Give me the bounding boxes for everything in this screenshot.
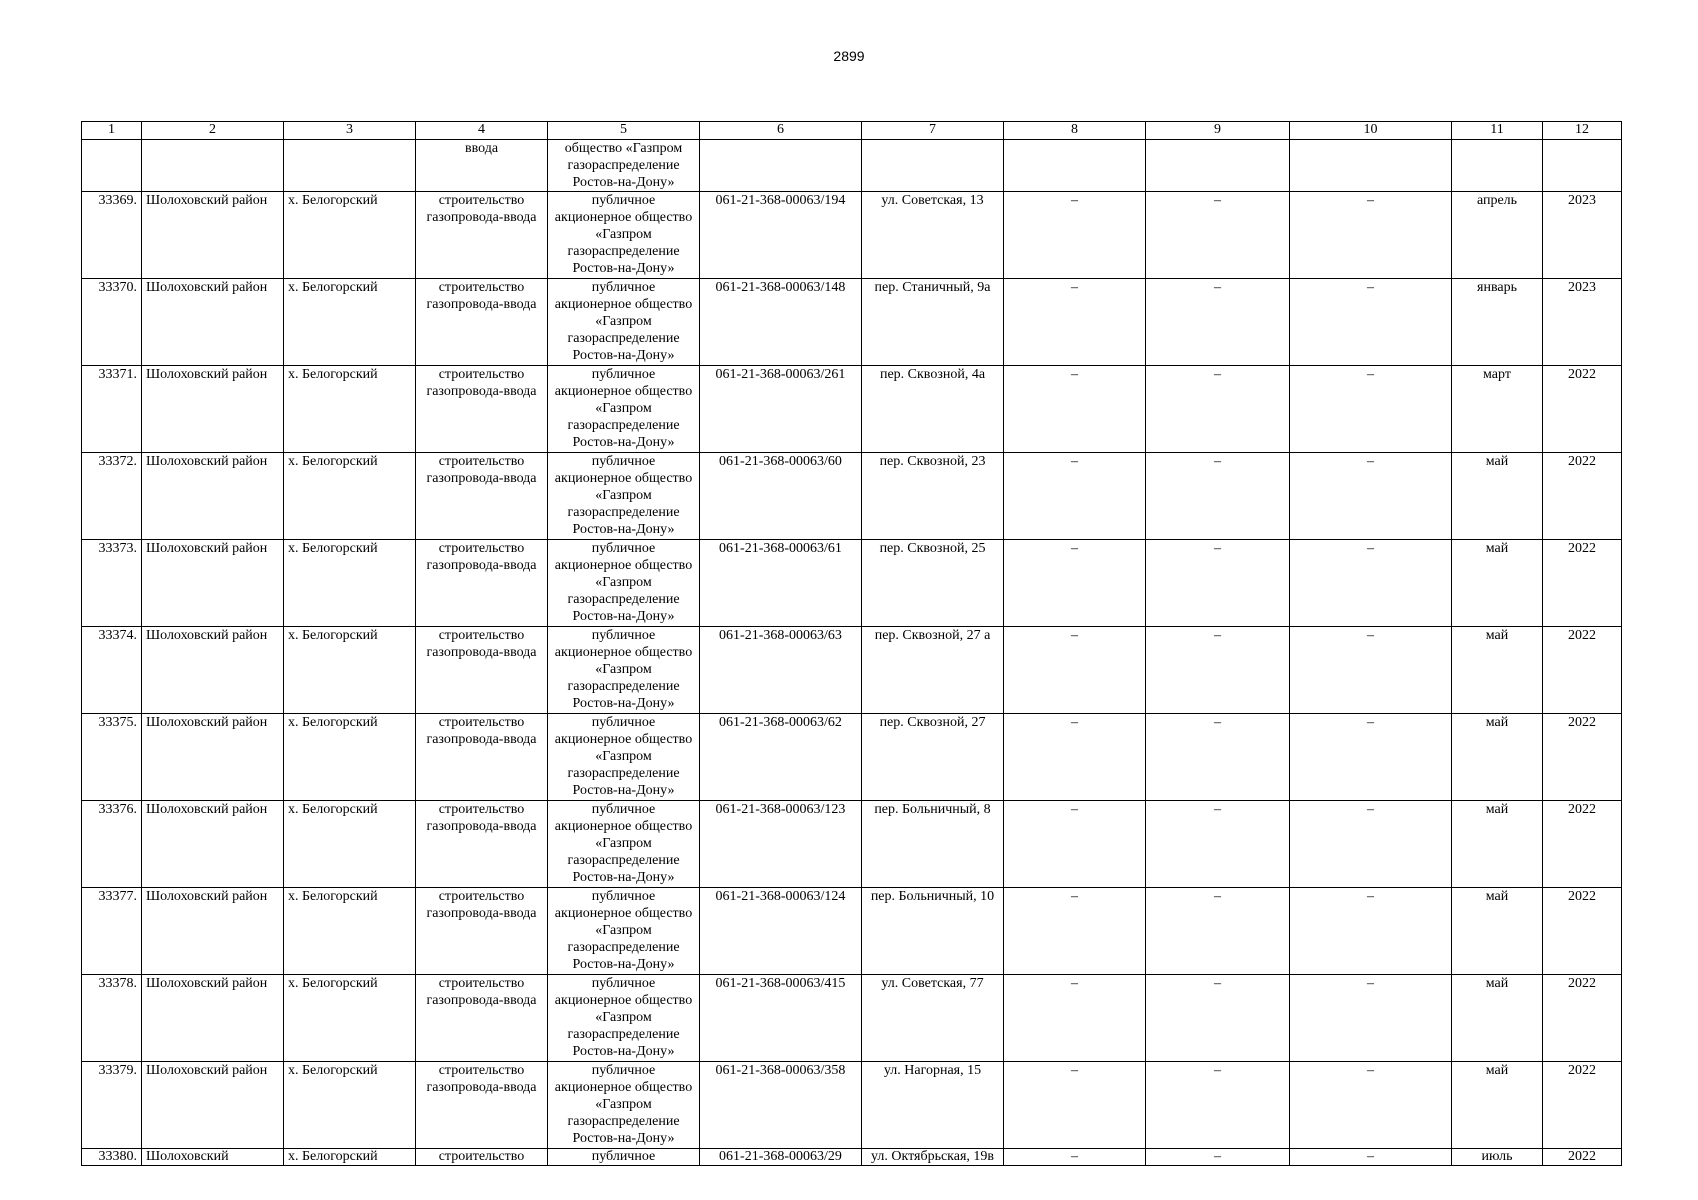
continuation-row	[82, 140, 1622, 192]
cell-address: ул. Нагорная, 15	[862, 1062, 1004, 1149]
cell-district: Шолоховский район	[142, 801, 284, 888]
cell-object-code: 061-21-368-00063/358	[700, 1062, 862, 1149]
cell-organization: публичное акционерное общество «Газпром газораспределение Ростов-на-Дону»	[548, 540, 700, 627]
cell-col9: –	[1146, 1062, 1290, 1149]
cell-district: Шолоховский район	[142, 192, 284, 279]
cell-district: Шолоховский район	[142, 888, 284, 975]
cell-year: 2022	[1543, 453, 1622, 540]
cell-object-code: 061-21-368-00063/63	[700, 627, 862, 714]
cell-empty	[1452, 140, 1543, 192]
cell-col9: –	[1146, 801, 1290, 888]
cell-month: май	[1452, 1062, 1543, 1149]
cell-object-code: 061-21-368-00063/194	[700, 192, 862, 279]
table-row	[82, 801, 1622, 888]
cell-locality: х. Белогорский	[284, 714, 416, 801]
cell-work-type: ввода	[416, 140, 548, 192]
cell-row-number: 33380.	[82, 1149, 142, 1166]
cell-col10: –	[1290, 627, 1452, 714]
cell-year: 2023	[1543, 192, 1622, 279]
cell-month: март	[1452, 366, 1543, 453]
column-number-header	[82, 122, 1622, 140]
header-cell: 3	[284, 122, 416, 140]
cell-organization: публичное акционерное общество «Газпром газораспределение Ростов-на-Дону»	[548, 1062, 700, 1149]
header-cell: 1	[82, 122, 142, 140]
cell-year: 2022	[1543, 540, 1622, 627]
cell-month: май	[1452, 540, 1543, 627]
cell-col8: –	[1004, 1149, 1146, 1166]
cell-col8: –	[1004, 279, 1146, 366]
cell-month: май	[1452, 975, 1543, 1062]
cell-col9: –	[1146, 279, 1290, 366]
cell-col8: –	[1004, 801, 1146, 888]
cell-organization: публичное акционерное общество «Газпром газораспределение Ростов-на-Дону»	[548, 192, 700, 279]
cell-col8: –	[1004, 627, 1146, 714]
cell-work-type: строительство газопровода-ввода	[416, 192, 548, 279]
cell-locality: х. Белогорский	[284, 801, 416, 888]
cell-col8: –	[1004, 714, 1146, 801]
cell-month: май	[1452, 714, 1543, 801]
cell-organization: публичное акционерное общество «Газпром газораспределение Ростов-на-Дону»	[548, 801, 700, 888]
cell-col9: –	[1146, 192, 1290, 279]
cell-organization: публичное акционерное общество «Газпром газораспределение Ростов-на-Дону»	[548, 453, 700, 540]
cell-year: 2022	[1543, 1062, 1622, 1149]
cell-locality: х. Белогорский	[284, 1062, 416, 1149]
header-cell: 8	[1004, 122, 1146, 140]
cell-row-number: 33378.	[82, 975, 142, 1062]
cell-address: пер. Станичный, 9а	[862, 279, 1004, 366]
table-row	[82, 627, 1622, 714]
cell-district: Шолоховский	[142, 1149, 284, 1166]
cell-month: май	[1452, 888, 1543, 975]
cell-district: Шолоховский район	[142, 540, 284, 627]
cell-address: ул. Советская, 13	[862, 192, 1004, 279]
cell-district: Шолоховский район	[142, 975, 284, 1062]
cell-col8: –	[1004, 888, 1146, 975]
cell-col10: –	[1290, 540, 1452, 627]
table-row-partial	[82, 1149, 1622, 1166]
header-cell: 12	[1543, 122, 1622, 140]
cell-work-type: строительство газопровода-ввода	[416, 627, 548, 714]
cell-work-type: строительство газопровода-ввода	[416, 888, 548, 975]
cell-row-number: 33371.	[82, 366, 142, 453]
table-row	[82, 975, 1622, 1062]
register-table	[81, 121, 1622, 1166]
cell-locality: х. Белогорский	[284, 540, 416, 627]
cell-col9: –	[1146, 975, 1290, 1062]
cell-locality: х. Белогорский	[284, 627, 416, 714]
cell-col8: –	[1004, 1062, 1146, 1149]
cell-address: пер. Сквозной, 23	[862, 453, 1004, 540]
cell-object-code: 061-21-368-00063/415	[700, 975, 862, 1062]
cell-address: пер. Сквозной, 25	[862, 540, 1004, 627]
table-row	[82, 540, 1622, 627]
cell-work-type: строительство газопровода-ввода	[416, 801, 548, 888]
cell-work-type: строительство газопровода-ввода	[416, 540, 548, 627]
cell-address: пер. Сквозной, 27	[862, 714, 1004, 801]
cell-col10: –	[1290, 192, 1452, 279]
table-row	[82, 192, 1622, 279]
cell-locality: х. Белогорский	[284, 192, 416, 279]
cell-col8: –	[1004, 540, 1146, 627]
cell-district: Шолоховский район	[142, 714, 284, 801]
cell-address: пер. Сквозной, 4а	[862, 366, 1004, 453]
cell-work-type: строительство газопровода-ввода	[416, 975, 548, 1062]
header-cell: 11	[1452, 122, 1543, 140]
cell-district: Шолоховский район	[142, 453, 284, 540]
cell-row-number: 33370.	[82, 279, 142, 366]
cell-object-code: 061-21-368-00063/123	[700, 801, 862, 888]
table-row	[82, 1062, 1622, 1149]
cell-empty	[1004, 140, 1146, 192]
cell-work-type: строительство газопровода-ввода	[416, 366, 548, 453]
cell-work-type: строительство газопровода-ввода	[416, 1062, 548, 1149]
cell-month: май	[1452, 627, 1543, 714]
cell-object-code: 061-21-368-00063/29	[700, 1149, 862, 1166]
cell-row-number: 33377.	[82, 888, 142, 975]
cell-address: ул. Советская, 77	[862, 975, 1004, 1062]
cell-col10: –	[1290, 1062, 1452, 1149]
cell-object-code: 061-21-368-00063/62	[700, 714, 862, 801]
cell-month: январь	[1452, 279, 1543, 366]
cell-col9: –	[1146, 888, 1290, 975]
cell-col8: –	[1004, 975, 1146, 1062]
cell-row-number: 33373.	[82, 540, 142, 627]
cell-district: Шолоховский район	[142, 366, 284, 453]
cell-address: пер. Сквозной, 27 а	[862, 627, 1004, 714]
cell-locality: х. Белогорский	[284, 453, 416, 540]
cell-object-code: 061-21-368-00063/60	[700, 453, 862, 540]
cell-organization: публичное акционерное общество «Газпром газораспределение Ростов-на-Дону»	[548, 627, 700, 714]
cell-month: май	[1452, 453, 1543, 540]
cell-object-code: 061-21-368-00063/124	[700, 888, 862, 975]
cell-year: 2022	[1543, 714, 1622, 801]
cell-year: 2023	[1543, 279, 1622, 366]
cell-locality: х. Белогорский	[284, 975, 416, 1062]
header-cell: 10	[1290, 122, 1452, 140]
cell-col9: –	[1146, 714, 1290, 801]
cell-district: Шолоховский район	[142, 1062, 284, 1149]
cell-year: 2022	[1543, 627, 1622, 714]
cell-col9: –	[1146, 540, 1290, 627]
cell-organization: публичное акционерное общество «Газпром газораспределение Ростов-на-Дону»	[548, 714, 700, 801]
cell-organization: публичное	[548, 1149, 700, 1166]
header-cell: 5	[548, 122, 700, 140]
cell-col8: –	[1004, 366, 1146, 453]
cell-col10: –	[1290, 366, 1452, 453]
cell-address: ул. Октябрьская, 19в	[862, 1149, 1004, 1166]
cell-year: 2022	[1543, 366, 1622, 453]
cell-locality: х. Белогорский	[284, 279, 416, 366]
cell-month: май	[1452, 801, 1543, 888]
cell-district: Шолоховский район	[142, 279, 284, 366]
cell-col10: –	[1290, 714, 1452, 801]
cell-col8: –	[1004, 192, 1146, 279]
cell-empty	[700, 140, 862, 192]
cell-year: 2022	[1543, 1149, 1622, 1166]
cell-empty	[1543, 140, 1622, 192]
header-cell: 2	[142, 122, 284, 140]
cell-col9: –	[1146, 366, 1290, 453]
cell-address: пер. Больничный, 10	[862, 888, 1004, 975]
cell-locality: х. Белогорский	[284, 366, 416, 453]
header-cell: 6	[700, 122, 862, 140]
header-cell: 9	[1146, 122, 1290, 140]
header-cell: 4	[416, 122, 548, 140]
cell-address: пер. Больничный, 8	[862, 801, 1004, 888]
cell-organization: публичное акционерное общество «Газпром газораспределение Ростов-на-Дону»	[548, 888, 700, 975]
cell-work-type: строительство газопровода-ввода	[416, 453, 548, 540]
cell-locality: х. Белогорский	[284, 888, 416, 975]
cell-object-code: 061-21-368-00063/261	[700, 366, 862, 453]
page-number: 2899	[833, 48, 865, 64]
cell-row-number: 33379.	[82, 1062, 142, 1149]
table-row	[82, 279, 1622, 366]
cell-row-number: 33372.	[82, 453, 142, 540]
cell-col8: –	[1004, 453, 1146, 540]
cell-col10: –	[1290, 279, 1452, 366]
cell-year: 2022	[1543, 801, 1622, 888]
cell-year: 2022	[1543, 975, 1622, 1062]
cell-month: апрель	[1452, 192, 1543, 279]
cell-col10: –	[1290, 801, 1452, 888]
table-row	[82, 453, 1622, 540]
cell-row-number: 33374.	[82, 627, 142, 714]
table-row	[82, 366, 1622, 453]
cell-object-code: 061-21-368-00063/61	[700, 540, 862, 627]
table-row	[82, 714, 1622, 801]
cell-col10: –	[1290, 453, 1452, 540]
cell-col9: –	[1146, 453, 1290, 540]
cell-empty	[284, 140, 416, 192]
cell-organization: общество «Газпром газораспределение Ростов-на-Дону»	[548, 140, 700, 192]
cell-col9: –	[1146, 627, 1290, 714]
cell-col10: –	[1290, 975, 1452, 1062]
header-cell: 7	[862, 122, 1004, 140]
cell-year: 2022	[1543, 888, 1622, 975]
cell-work-type: строительство газопровода-ввода	[416, 714, 548, 801]
cell-empty	[82, 140, 142, 192]
cell-row-number: 33376.	[82, 801, 142, 888]
cell-empty	[1290, 140, 1452, 192]
cell-row-number: 33375.	[82, 714, 142, 801]
cell-district: Шолоховский район	[142, 627, 284, 714]
cell-organization: публичное акционерное общество «Газпром газораспределение Ростов-на-Дону»	[548, 279, 700, 366]
cell-empty	[1146, 140, 1290, 192]
cell-col9: –	[1146, 1149, 1290, 1166]
cell-month: июль	[1452, 1149, 1543, 1166]
cell-locality: х. Белогорский	[284, 1149, 416, 1166]
cell-col10: –	[1290, 1149, 1452, 1166]
table-row	[82, 888, 1622, 975]
cell-col10: –	[1290, 888, 1452, 975]
cell-empty	[142, 140, 284, 192]
cell-empty	[862, 140, 1004, 192]
cell-row-number: 33369.	[82, 192, 142, 279]
cell-organization: публичное акционерное общество «Газпром газораспределение Ростов-на-Дону»	[548, 366, 700, 453]
cell-work-type: строительство газопровода-ввода	[416, 279, 548, 366]
cell-organization: публичное акционерное общество «Газпром газораспределение Ростов-на-Дону»	[548, 975, 700, 1062]
cell-work-type: строительство	[416, 1149, 548, 1166]
cell-object-code: 061-21-368-00063/148	[700, 279, 862, 366]
